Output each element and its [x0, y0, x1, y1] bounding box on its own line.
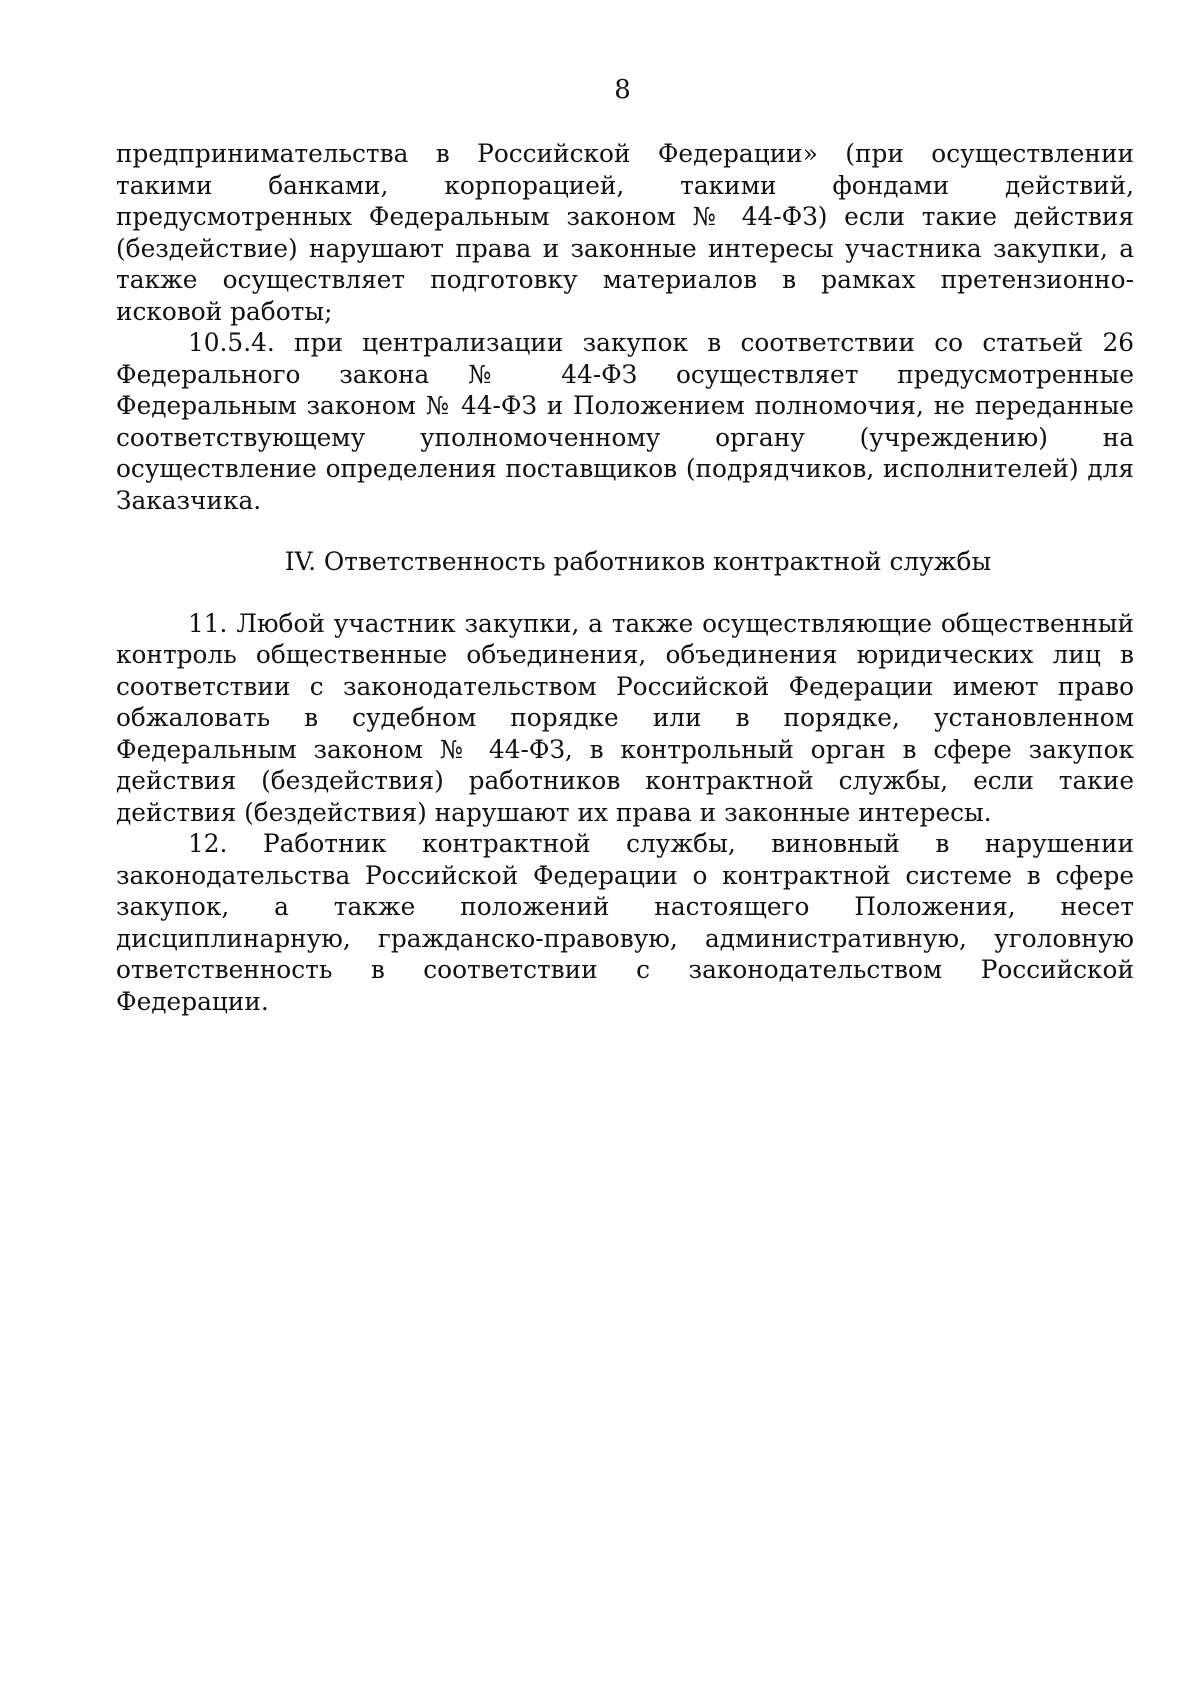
paragraph-12: 12. Работник контрактной службы, виновный в нарушении законодательства Российской Федерации о контрактной системе в сфере закупок, а также положений настоящего Положения, несет дисциплинарную, гражданско-правовую, административную, уголовную ответственность в соответствии с законодательством Российской Федерации. [116, 829, 1134, 1016]
page-number: 8 [614, 75, 631, 105]
section-heading: IV. Ответственность работников контрактной службы [284, 547, 992, 576]
paragraph-continuation: предпринимательства в Российской Федерации» (при осуществлении такими банками, корпорацией, такими фондами действий, предусмотренных Федеральным законом № 44-ФЗ) если такие действия (бездействие) нарушают права и законные интересы участника закупки, а также осуществляет подготовку материалов в рамках претензионно-исковой работы; [116, 139, 1134, 326]
paragraph-10-5-4: 10.5.4. при централизации закупок в соответствии со статьей 26 Федерального закона № 44-ФЗ осуществляет предусмотренные Федеральным законом № 44-ФЗ и Положением полномочия, не переданные соответствующему уполномоченному органу (учреждению) на осуществление определения поставщиков (подрядчиков, исполнителей) для Заказчика. [116, 328, 1134, 515]
paragraph-11: 11. Любой участник закупки, а также осуществляющие общественный контроль общественные объединения, объединения юридических лиц в соответствии с законодательством Российской Федерации имеют право обжаловать в судебном порядке или в порядке, установленном Федеральным законом № 44-ФЗ, в контрольный орган в сфере закупок действия (бездействия) работников контрактной службы, если такие действия (бездействия) нарушают их права и законные интересы. [116, 608, 1134, 827]
document-body [116, 138, 1134, 1017]
